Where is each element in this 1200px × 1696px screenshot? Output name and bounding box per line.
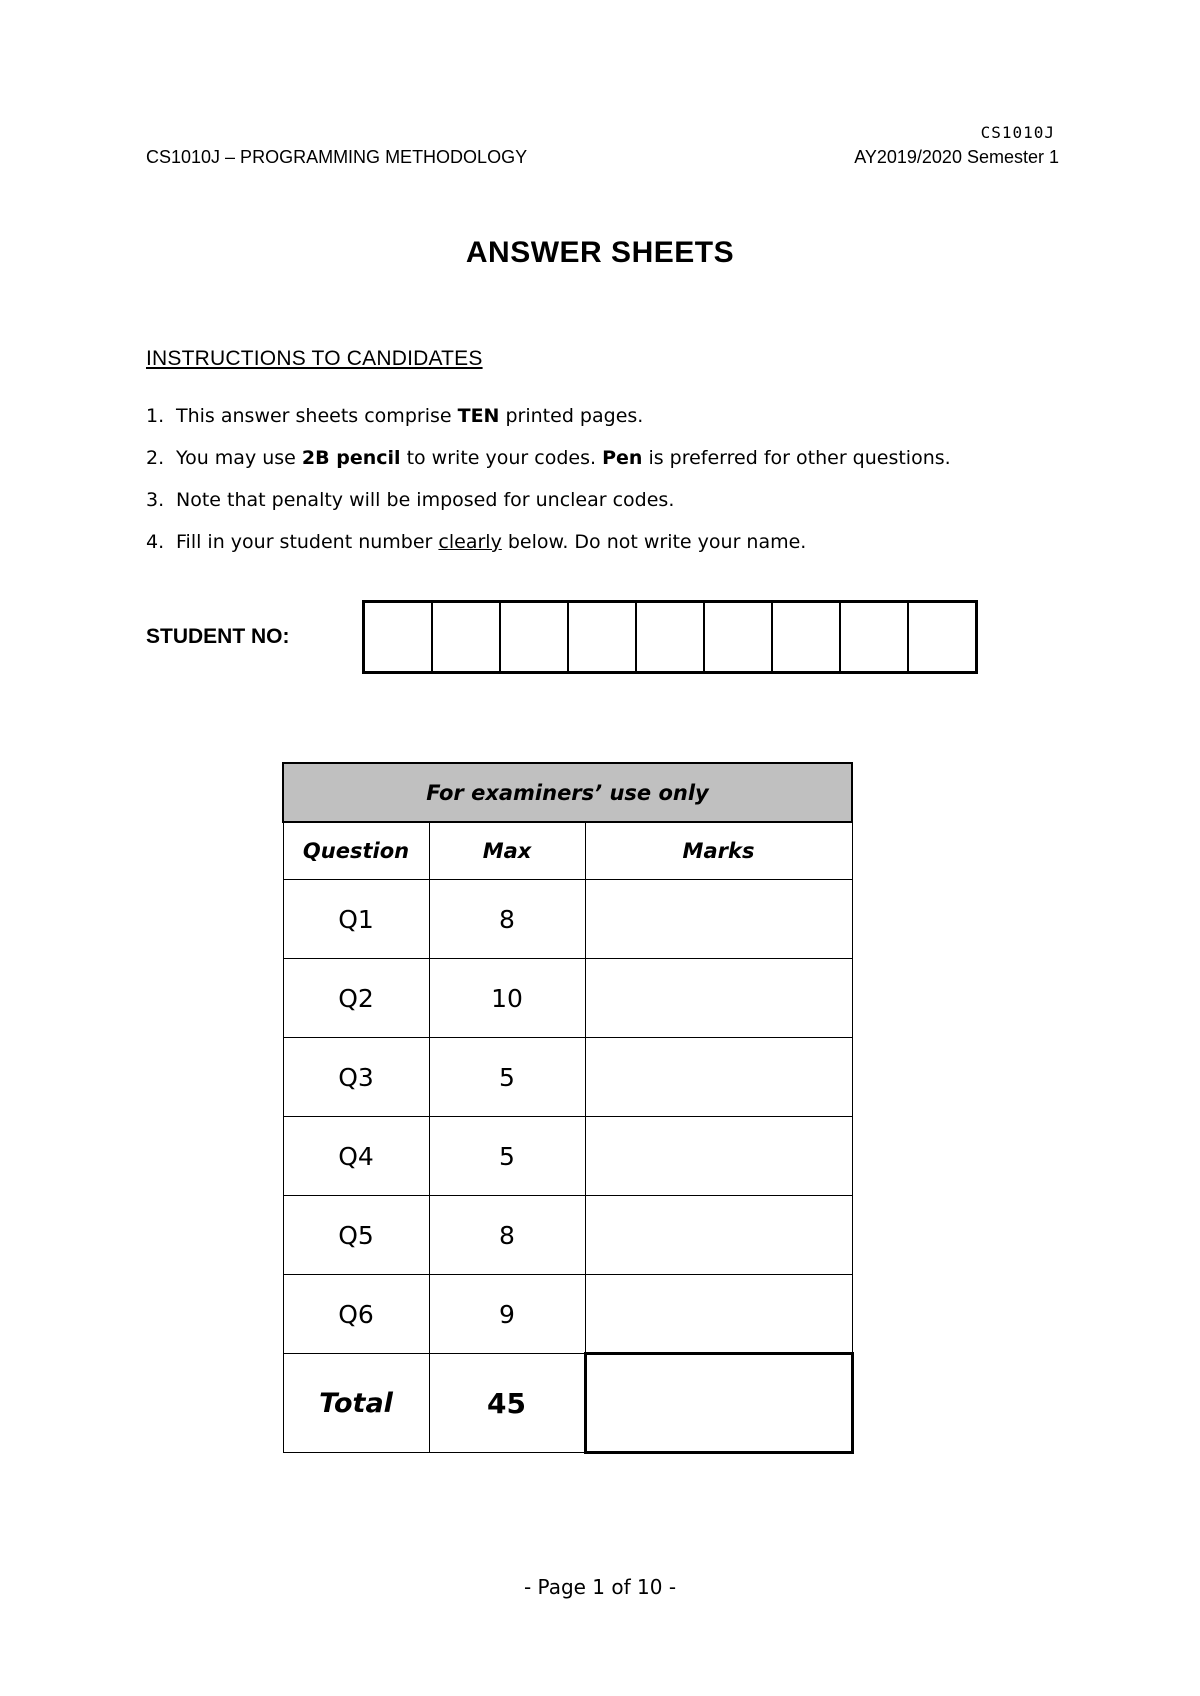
student-number-digit-box[interactable] — [365, 603, 433, 671]
instructions-list — [146, 395, 951, 563]
marks-cell[interactable] — [585, 1038, 852, 1117]
header-max: Max — [429, 822, 585, 880]
max-cell: 8 — [429, 880, 585, 959]
instruction-number: 4. — [146, 531, 165, 553]
marks-cell[interactable] — [585, 1196, 852, 1275]
total-row — [283, 1354, 852, 1453]
instruction-text-run: to write your codes. — [400, 447, 603, 469]
marks-cell[interactable] — [585, 880, 852, 959]
table-row — [283, 1038, 852, 1117]
student-number-boxes — [362, 600, 978, 674]
question-cell: Q6 — [283, 1275, 429, 1354]
instruction-text-run: is preferred for other questions. — [642, 447, 951, 469]
instruction-text-run: clearly — [438, 531, 502, 553]
instruction-number: 3. — [146, 489, 165, 511]
instruction-text-run: 2B pencil — [301, 447, 401, 469]
instruction-text — [176, 405, 643, 427]
question-cell: Q4 — [283, 1117, 429, 1196]
marks-cell[interactable] — [585, 1275, 852, 1354]
max-cell: 10 — [429, 959, 585, 1038]
question-cell: Q2 — [283, 959, 429, 1038]
semester-header: AY2019/2020 Semester 1 — [854, 147, 1059, 167]
instruction-text-run: This answer sheets comprise — [176, 405, 458, 427]
student-number-digit-box[interactable] — [909, 603, 975, 671]
instruction-text-run: Fill in your student number — [176, 531, 439, 553]
student-number-digit-box[interactable] — [773, 603, 841, 671]
instruction-item — [146, 521, 951, 563]
max-cell: 5 — [429, 1038, 585, 1117]
table-row — [283, 1117, 852, 1196]
student-number-digit-box[interactable] — [501, 603, 569, 671]
student-number-label: STUDENT NO: — [146, 625, 290, 648]
page-footer: - Page 1 of 10 - — [523, 1575, 677, 1599]
header-question: Question — [283, 822, 429, 880]
table-row — [283, 880, 852, 959]
marks-cell[interactable] — [585, 1117, 852, 1196]
instructions-heading: INSTRUCTIONS TO CANDIDATES — [146, 347, 483, 370]
instruction-text — [176, 447, 951, 469]
course-code-header: CS1010J — [980, 123, 1055, 142]
instruction-number: 1. — [146, 405, 165, 427]
total-label: Total — [283, 1354, 429, 1453]
instruction-text-run: You may use — [176, 447, 302, 469]
table-row — [283, 959, 852, 1038]
instruction-item — [146, 395, 951, 437]
student-number-digit-box[interactable] — [569, 603, 637, 671]
table-caption: For examiners’ use only — [283, 763, 852, 822]
page-title: ANSWER SHEETS — [465, 236, 735, 269]
question-cell: Q1 — [283, 880, 429, 959]
max-cell: 8 — [429, 1196, 585, 1275]
instruction-item — [146, 437, 951, 479]
student-number-digit-box[interactable] — [637, 603, 705, 671]
table-row — [283, 1275, 852, 1354]
course-title-header: CS1010J – PROGRAMMING METHODOLOGY — [146, 147, 528, 167]
max-cell: 5 — [429, 1117, 585, 1196]
total-max: 45 — [429, 1354, 585, 1453]
examiner-marks-table — [282, 762, 854, 1454]
student-number-digit-box[interactable] — [433, 603, 501, 671]
instruction-text-run: TEN — [457, 405, 500, 427]
instruction-text-run: printed pages. — [499, 405, 644, 427]
instruction-text-run: Note that penalty will be imposed for unclear codes. — [176, 489, 675, 511]
table-row — [283, 1196, 852, 1275]
instruction-text — [176, 489, 674, 511]
question-cell: Q5 — [283, 1196, 429, 1275]
header-marks: Marks — [585, 822, 852, 880]
student-number-digit-box[interactable] — [705, 603, 773, 671]
instruction-number: 2. — [146, 447, 165, 469]
marks-cell[interactable] — [585, 959, 852, 1038]
student-number-digit-box[interactable] — [841, 603, 909, 671]
question-cell: Q3 — [283, 1038, 429, 1117]
instruction-text-run: Pen — [602, 447, 643, 469]
instruction-text — [176, 531, 806, 553]
max-cell: 9 — [429, 1275, 585, 1354]
instruction-item — [146, 479, 951, 521]
instruction-text-run: below. Do not write your name. — [501, 531, 807, 553]
total-marks-cell[interactable] — [585, 1354, 852, 1453]
